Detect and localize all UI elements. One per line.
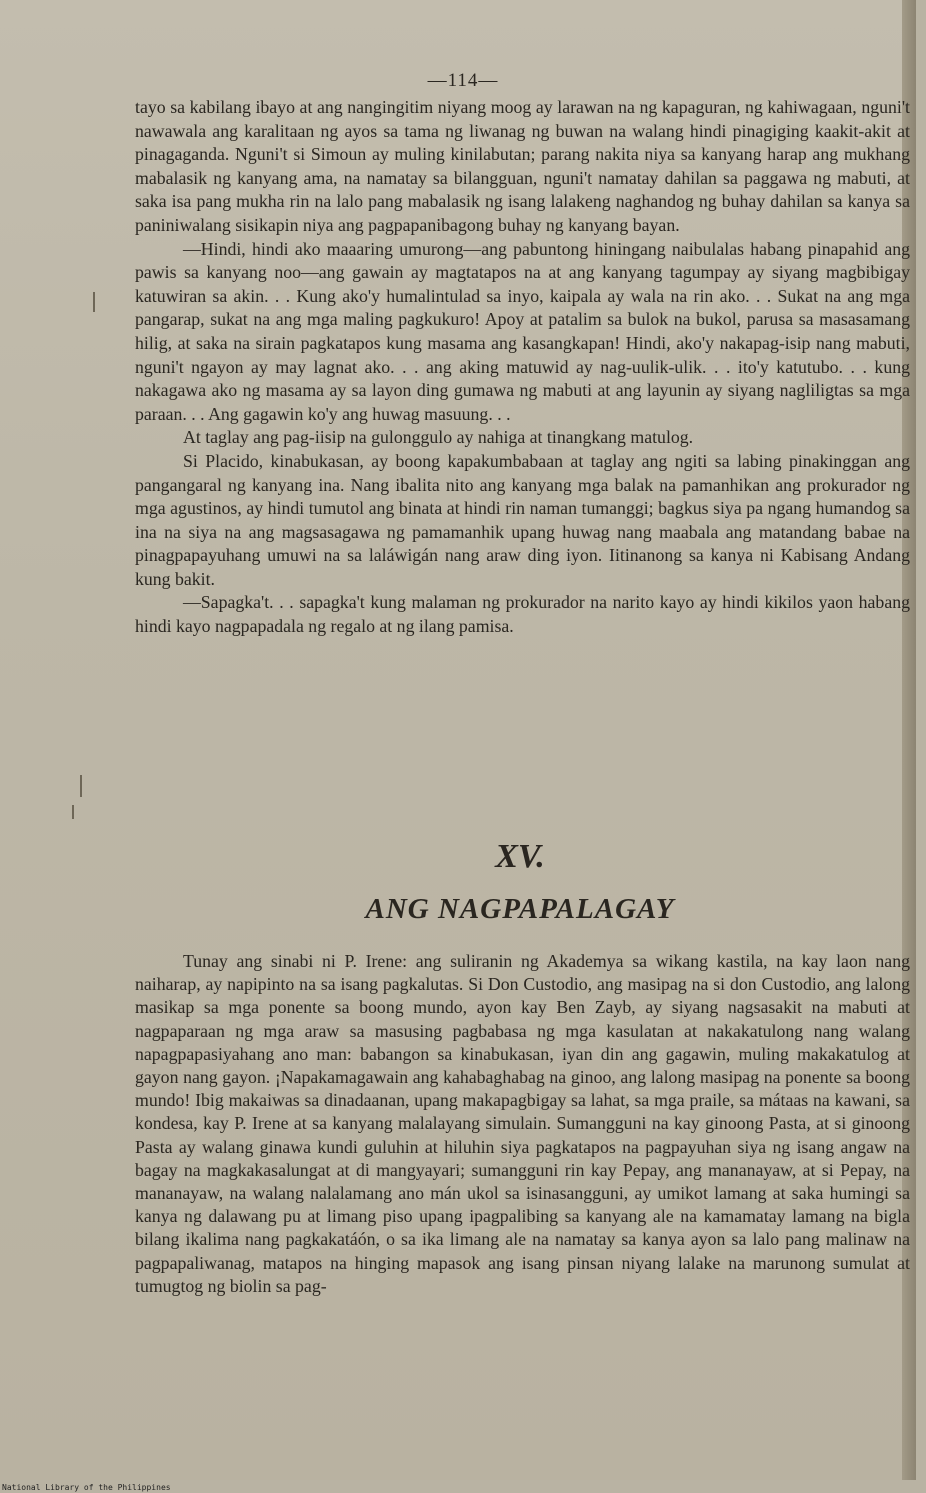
body-text-bottom [135,950,910,1298]
page-number: —114— [427,70,499,91]
margin-mark [93,292,95,312]
paragraph: tayo sa kabilang ibayo at ang nangingitim niyang moog ay larawan na ng kapaguran, ng kahiwagaan, nguni't nawawala ang karalitaan ng ayos sa tama ng liwanag ng buwan na walang hindi pinagiging kaakit-akit at pinagaganda. Nguni't si Simoun ay muling kinilabutan; parang nakita niya sa kanyang harap ang mukhang mabalasik ng kanyang ama, na namatay sa bilangguan, nguni't namatay dahilan sa paggawa ng mabuti, at saka isa pang mukha rin na lalo pang mabalasik ng isang lalakeng naghandog ng buhay dahilan sa kanya sa paniniwalang sisikapin niya ang pagpapanibagong buhay ng kanyang bayan. [135,97,910,235]
paragraph: —Hindi, hindi ako maaaring umurong—ang pabuntong hiningang naibulalas habang pinapahid ang pawis sa kanyang noo—ang gawain ay magtatapos na at ang kanyang tagumpay ay siyang magbibigay katuwiran sa akin. . . Kung ako'y humalintulad sa inyo, kaipala ay wala na rin ako. . . Sukat na ang mga pangarap, sukat na ang mga maling pagkukuro! Apoy at patalim sa bulok na bukol, parusa sa masasamang hilig, at saka na sirain pagkatapos kung masama ang kasangkapan! Hindi, ako'y nakapag-isip nang mabuti, nguni't ngayon ay may lagnat ako. . . ang aking matuwid ay nag-uulik-ulik. . . ito'y katutubo. . . kung nakagawa ako ng masama ay sa layon ding gumawa ng mabuti at ang layunin ay siyang nagliligtas sa mga paraan. . . Ang gagawin ko'y ang huwag masuung. . . [135,238,910,424]
paragraph: At taglay ang pag-iisip na gulonggulo ay nahiga at tinangkang matulog. [183,427,694,448]
chapter-number: XV. [495,838,545,875]
paragraph: Si Placido, kinabukasan, ay boong kapakumbabaan at taglay ang ngiti sa labing pinakinggan ang pangangaral ng kanyang ina. Nang ibalita nito ang kanyang mga balak na pamanhikan ang prokurador ng mga agustinos, ay hindi tumutol ang binata at hindi rin naman tumanggi; bagkus siya pa ngang humandog sa ina na siya na ang magsasagawa ng pamamanhik upang huwag nang maabala ang matandang babae na pinagpapayuhang umuwi na sa laláwigán nang araw ding iyon. Iitinanong sa kanya ni Kabisang Andang kung bakit. [135,450,910,589]
paragraph: Tunay ang sinabi ni P. Irene: ang suliranin ng Akademya sa wikang kastila, na kay laon nang naiharap, ay napipinto na sa isang pagkalutas. Si Don Custodio, ang masipag na si don Custodio, ang lalong masikap sa mga ponente sa boong mundo, ayon kay Ben Zayb, ay siyang nagsasakit na mabuti at nagpaparaan ng mga araw sa masusing pagbabasa ng mga kasulatan at nakakatulong nang walang napagpapasiyahang ano man: babangon sa kinabukasan, iyan din ang gagawin, muling makakatulog at gayon nang gayon. ¡Napakamagawain ang kahabaghabag na ginoo, ang lalong masipag na ponente sa boong mundo! Ibig makaiwas sa dinadaanan, upang makapagbigay sa lahat, sa mga praile, sa mátaas na kawani, sa kondesa, kay P. Irene at sa kanyang malalayang simulain. Sumangguni na kay ginoong Pasta, at si ginoong Pasta ay walang ginawa kundi guluhin at hiluhin siya pagkatapos na pagpayuhan siya ng isang angaw na bagay na magkakasalungat at di mangyayari; sumangguni rin kay Pepay, ang mananayaw, at si Pepay, na mananayaw, na walang nalalamang ano mán ukol sa isinasangguni, ay umikot lamang at saka humingi sa kanya ng dalawang pu at limang piso upang ipagpalibing sa kanyang ale na kamamatay lamang na bigla bilang ikalima nang pagkakatáón, o sa ika limang ale na namatay sa kanya ayon sa lalo pang malinaw na pagpapaliwanag, matapos na hinging mapasok ang isang pinsan niyang lalake na marunong sumulat at tumugtog ng biolin sa pag- [135,951,910,1296]
body-text-top [135,96,910,639]
margin-mark [72,805,74,819]
chapter-title: ANG NAGPAPALAGAY [365,893,675,925]
paragraph: —Sapagka't. . . sapagka't kung malaman ng prokurador na narito kayo ay hindi kikilos yaon habang hindi kayo nagpapadala ng regalo at ng ilang pamisa. [135,592,910,637]
margin-mark [80,775,82,797]
library-credit: National Library of the Philippines [2,1483,171,1492]
